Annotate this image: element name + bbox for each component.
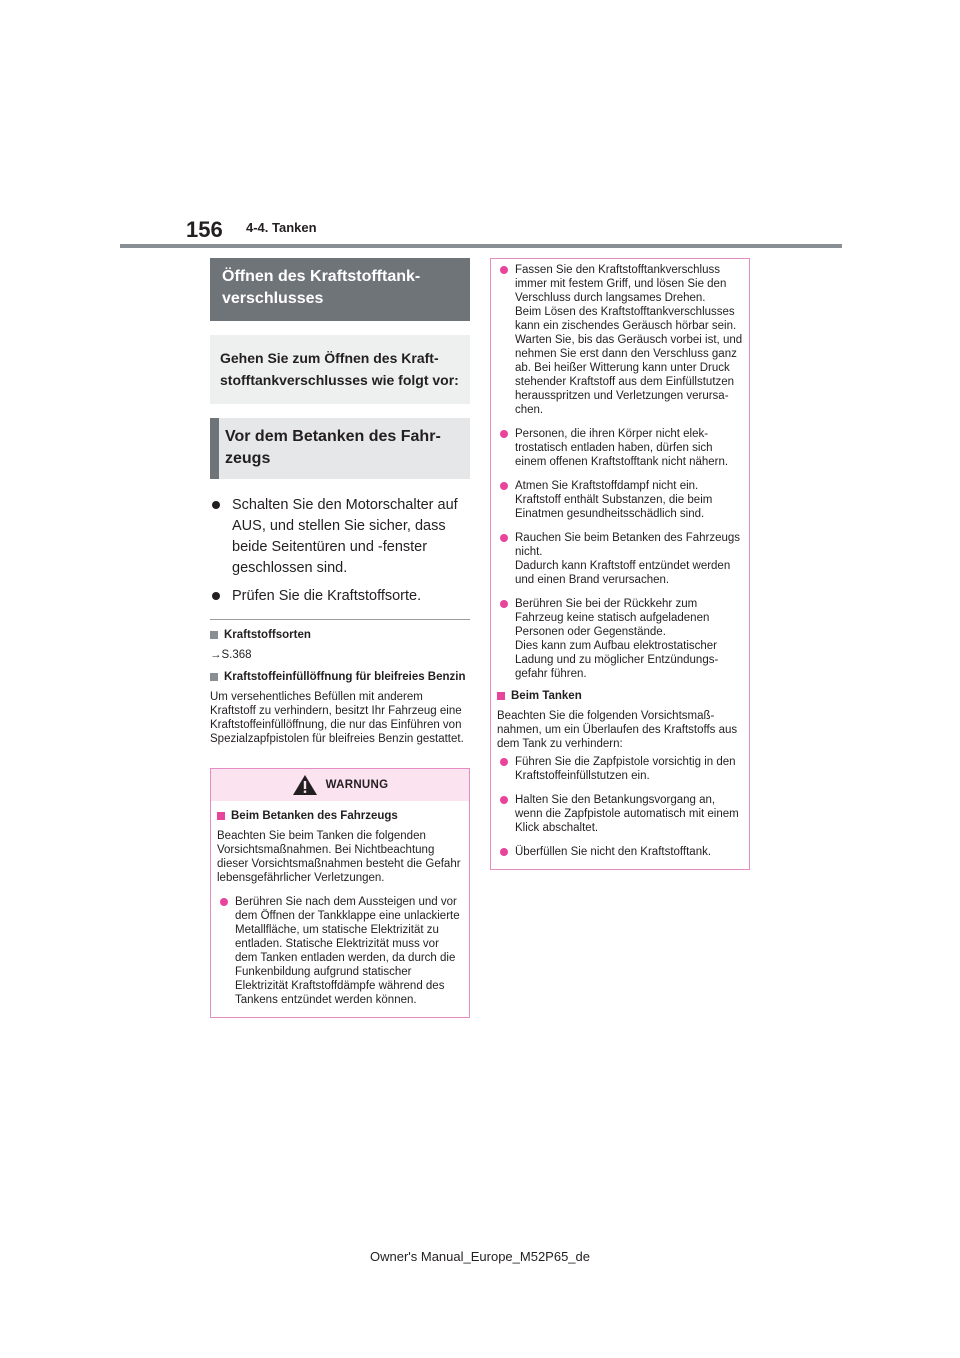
warning-list: [497, 755, 743, 859]
page-reference: →S.368: [210, 649, 252, 661]
subsection-heading-before-refuel: Vor dem Betanken des Fahrzeugs: [210, 418, 470, 479]
intro-box: Gehen Sie zum Öffnen des Kraftstofftankverschlusses wie folgt vor:: [210, 335, 470, 404]
header-rule: [120, 244, 842, 248]
list-item: Schalten Sie den Motorschalter auf AUS, und stellen Sie sicher, dass beide Seitentüren und -fenster geschlossen sind.: [210, 495, 470, 579]
list-item: Prüfen Sie die Kraftstoffsorte.: [210, 586, 470, 607]
right-column: [490, 258, 750, 870]
note-heading-fuel-types: Kraftstoffsorten: [210, 628, 470, 642]
warning-list: [497, 263, 743, 681]
list-item: Atmen Sie Kraftstoffdampf nicht ein. Kraftstoff enthält Substanzen, die beim Einatmen gesundheitsschädlich sind.: [497, 479, 743, 521]
list-item: Personen, die ihren Körper nicht elektrostatisch entladen haben, dürfen sich einem offenen Kraftstofftank nicht nähern.: [497, 427, 743, 469]
list-item: Führen Sie die Zapfpistole vorsichtig in den Kraftstoffeinfüllstutzen ein.: [497, 755, 743, 783]
warning-title-refueling: Beim Tanken: [497, 689, 743, 703]
warning-label: WARNUNG: [325, 779, 389, 791]
warning-triangle-icon: [292, 774, 318, 796]
list-item: Berühren Sie nach dem Aussteigen und vor dem Öffnen der Tankklappe eine unlackierte Metallfläche, um statische Elektrizität zu entladen. Statische Elektrizität muss vor dem Tanken entladen werden, da durch die Funkenbildung aufgrund statischer Elektrizität Kraftstoffdämpfe während des Tankens entzündet werden können.: [217, 895, 463, 1007]
warning-title: Beim Betanken des Fahrzeugs: [217, 809, 463, 823]
section-label: 4-4. Tanken: [246, 220, 317, 235]
warning-box: [210, 768, 470, 1018]
warning-text: Beachten Sie die folgenden Vorsichtsmaßnahmen, um ein Überlaufen des Kraftstoffs aus dem Tank zu verhindern:: [497, 710, 738, 750]
warning-header: [211, 769, 469, 801]
section-heading-fuel-cap: Öffnen des Kraftstofftankverschlusses: [210, 258, 470, 321]
list-item: Fassen Sie den Kraftstofftankverschluss immer mit festem Griff, und lösen Sie den Verschluss durch langsames Drehen. Beim Lösen des Kraftstofftankverschlusses kann ein zischendes Geräusch hörbar sein. Warten Sie, bis das Geräusch vorbei ist, und nehmen Sie erst dann den Verschluss ganz ab. Bei heißer Witterung kann unter Druck stehender Kraftstoff aus dem Einfüllstutzen herausspritzen und Verletzungen verursachen.: [497, 263, 743, 417]
list-item: Halten Sie den Betankungsvorgang an, wenn die Zapfpistole automatisch mit einem Klick abschaltet.: [497, 793, 743, 835]
left-column: [210, 258, 470, 1018]
list-item: Rauchen Sie beim Betanken des Fahrzeugs nicht. Dadurch kann Kraftstoff entzündet werden und einen Brand verursachen.: [497, 531, 743, 587]
warning-text: Beachten Sie beim Tanken die folgenden Vorsichtsmaßnahmen. Bei Nichtbeachtung dieser Vorsichtsmaßnahmen besteht die Gefahr lebensgefährlicher Verletzungen.: [217, 830, 461, 884]
note-heading-filler-opening: Kraftstoffeinfüllöffnung für bleifreies Benzin: [210, 670, 470, 684]
note-text: Um versehentliches Befüllen mit anderem Kraftstoff zu verhindern, besitzt Ihr Fahrzeug eine Kraftstoffeinfüllöffnung, die nur das Einführen von Spezialzapfpistolen für bleifreies Benzin gestattet.: [210, 691, 464, 745]
checklist: [210, 495, 470, 607]
list-item: Überfüllen Sie nicht den Kraftstofftank.: [497, 845, 743, 859]
divider: [210, 619, 470, 620]
warning-continued-box: [490, 258, 750, 870]
page-number: 156: [186, 217, 223, 242]
list-item: Berühren Sie bei der Rückkehr zum Fahrzeug keine statisch aufgeladenen Personen oder Gegenstände. Dies kann zum Aufbau elektrostatischer Ladung und zu möglicher Entzündungsgefahr führen.: [497, 597, 743, 681]
footer-doc-id: Owner's Manual_Europe_M52P65_de: [369, 1249, 590, 1264]
warning-list: [217, 895, 463, 1007]
